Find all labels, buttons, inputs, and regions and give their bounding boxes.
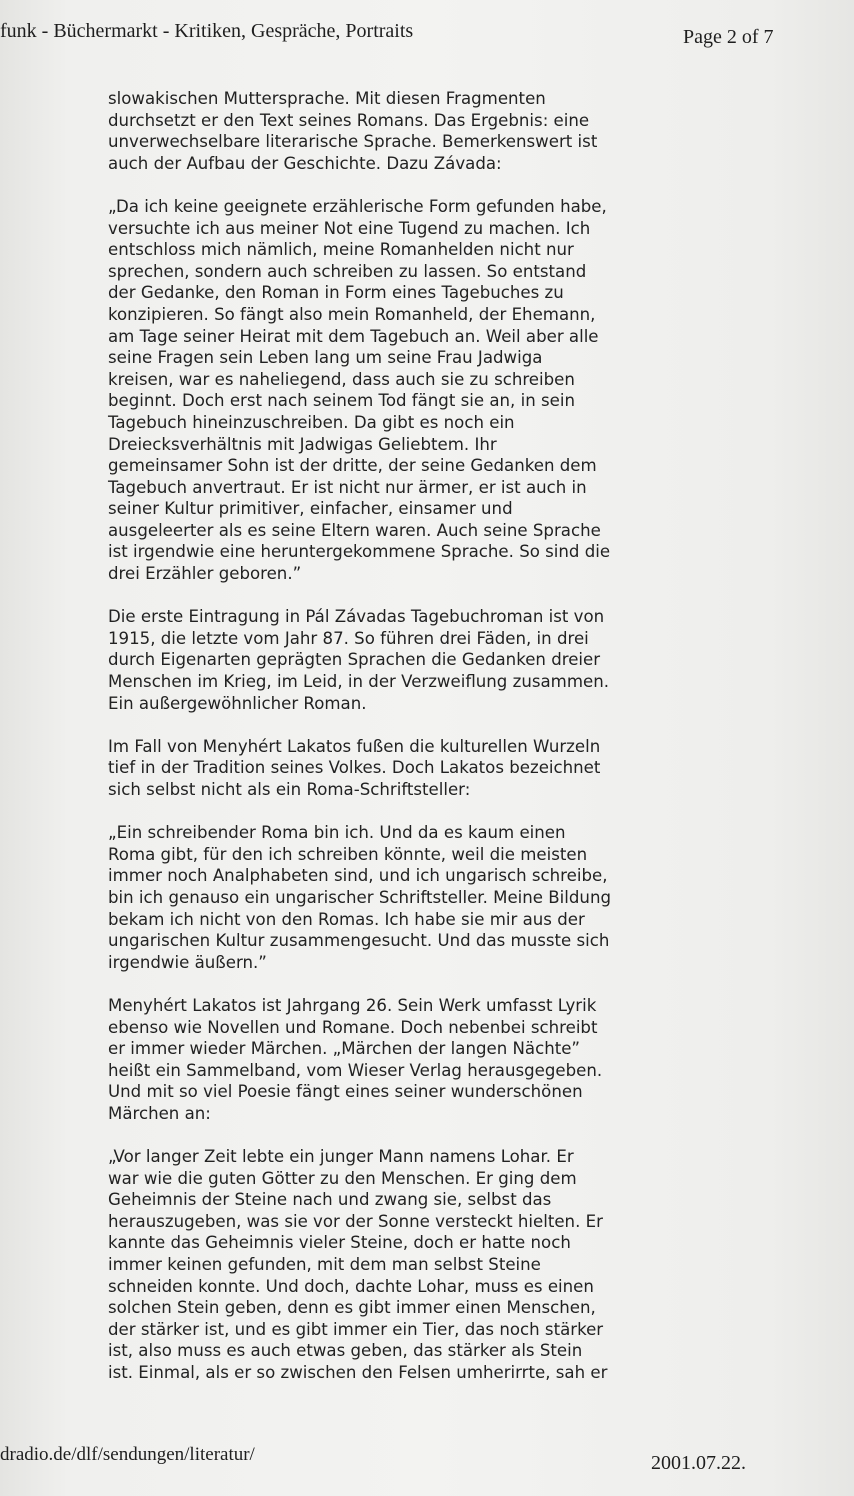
text-line: Roma gibt, für den ich schreiben könnte, weil die meisten <box>108 844 588 864</box>
text-line: durchsetzt er den Text seines Romans. Das Ergebnis: eine <box>108 110 590 130</box>
paragraph <box>108 822 668 973</box>
text-line: gemeinsamer Sohn ist der dritte, der seine Gedanken dem <box>108 456 597 476</box>
text-line: Dreiecksverhältnis mit Jadwigas Geliebtem. Ihr <box>108 434 497 454</box>
text-line: konzipieren. So fängt also mein Romanheld, der Ehemann, <box>108 304 596 324</box>
text-line: sich selbst nicht als ein Roma-Schriftsteller: <box>108 780 471 799</box>
text-line: Geheimnis der Steine nach und zwang sie, selbst das <box>108 1190 552 1210</box>
text-line: seine Fragen sein Leben lang um seine Frau Jadwiga <box>108 348 543 368</box>
text-line: „Ein schreibender Roma bin ich. Und da es kaum einen <box>108 823 566 843</box>
text-line: immer noch Analphabeten sind, und ich ungarisch schreibe, <box>108 866 608 886</box>
text-line: herauszugeben, was sie vor der Sonne versteckt hielten. Er <box>108 1211 603 1231</box>
footer-date: 2001.07.22. <box>651 1452 746 1474</box>
paragraph <box>108 995 668 1125</box>
text-line: ist irgendwie eine heruntergekommene Sprache. So sind die <box>108 542 611 562</box>
text-line: heißt ein Sammelband, vom Wieser Verlag herausgegeben. <box>108 1060 603 1080</box>
footer-url: dradio.de/dlf/sendungen/literatur/ <box>0 1444 255 1465</box>
text-line: am Tage seiner Heirat mit dem Tagebuch an. Weil aber alle <box>108 326 599 346</box>
text-line: schneiden konnte. Und doch, dachte Lohar, muss es einen <box>108 1276 594 1296</box>
text-line: versuchte ich aus meiner Not eine Tugend zu machen. Ich <box>108 218 591 238</box>
text-line: der Gedanke, den Roman in Form eines Tagebuches zu <box>108 283 564 303</box>
text-line: tief in der Tradition seines Volkes. Doch Lakatos bezeichnet <box>108 758 601 778</box>
paragraph <box>108 1146 668 1384</box>
text-line: kannte das Geheimnis vieler Steine, doch er hatte noch <box>108 1233 571 1253</box>
text-line: „Da ich keine geeignete erzählerische Form gefunden habe, <box>108 196 607 216</box>
text-line: solchen Stein geben, denn es gibt immer einen Menschen, <box>108 1298 596 1318</box>
text-line: auch der Aufbau der Geschichte. Dazu Závada: <box>108 153 502 173</box>
text-line: Menschen im Krieg, im Leid, in der Verzweiflung zusammen. <box>108 672 609 692</box>
text-line: unverwechselbare literarische Sprache. Bemerkenswert ist <box>108 132 598 152</box>
page-number: Page 2 of 7 <box>683 26 774 48</box>
header-title: funk - Büchermarkt - Kritiken, Gespräche, Portraits <box>0 20 414 42</box>
paragraph <box>108 196 668 585</box>
text-line: er immer wieder Märchen. „Märchen der langen Nächte” <box>108 1039 581 1059</box>
text-line: durch Eigenarten geprägten Sprachen die Gedanken dreier <box>108 650 601 670</box>
text-line: ungarischen Kultur zusammengesucht. Und das musste sich <box>108 931 610 951</box>
text-line: Tagebuch anvertraut. Er ist nicht nur ärmer, er ist auch in <box>108 477 587 497</box>
text-line: drei Erzähler geboren.” <box>108 564 302 584</box>
text-line: ist. Einmal, als er so zwischen den Felsen umherirrte, sah er <box>108 1363 608 1383</box>
text-line: war wie die guten Götter zu den Menschen. Er ging dem <box>108 1168 577 1188</box>
text-line: ausgeleerter als es seine Eltern waren. Auch seine Sprache <box>108 520 601 540</box>
text-line: slowakischen Muttersprache. Mit diesen Fragmenten <box>108 89 546 108</box>
paragraph <box>108 736 668 801</box>
text-line: beginnt. Doch erst nach seinem Tod fängt sie an, in sein <box>108 391 575 411</box>
text-line: bekam ich nicht von den Romas. Ich habe sie mir aus der <box>108 909 585 929</box>
text-line: ist, also muss es auch etwas geben, das stärker als Stein <box>108 1341 583 1361</box>
text-line: Im Fall von Menyhért Lakatos fußen die kulturellen Wurzeln <box>108 736 601 756</box>
text-line: entschloss mich nämlich, meine Romanhelden nicht nur <box>108 240 574 260</box>
text-line: seiner Kultur primitiver, einfacher, einsamer und <box>108 499 513 519</box>
text-line: Menyhért Lakatos ist Jahrgang 26. Sein Werk umfasst Lyrik <box>108 995 597 1015</box>
text-line: immer keinen gefunden, mit dem man selbst Steine <box>108 1255 541 1275</box>
text-line: irgendwie äußern.” <box>108 952 267 972</box>
text-line: der stärker ist, und es gibt immer ein Tier, das noch stärker <box>108 1319 604 1339</box>
text-line: Und mit so viel Poesie fängt eines seiner wunderschönen <box>108 1082 583 1102</box>
text-line: sprechen, sondern auch schreiben zu lassen. So entstand <box>108 261 587 281</box>
article-body <box>108 88 668 1405</box>
text-line: Die erste Eintragung in Pál Závadas Tagebuchroman ist von <box>108 607 605 627</box>
text-line: Tagebuch hineinzuschreiben. Da gibt es noch ein <box>108 412 515 432</box>
text-line: 1915, die letzte vom Jahr 87. So führen drei Fäden, in drei <box>108 628 589 648</box>
text-line: ebenso wie Novellen und Romane. Doch nebenbei schreibt <box>108 1017 598 1037</box>
text-line: „Vor langer Zeit lebte ein junger Mann namens Lohar. Er <box>108 1147 574 1167</box>
paragraph <box>108 88 668 174</box>
text-line: kreisen, war es naheliegend, dass auch sie zu schreiben <box>108 369 575 389</box>
text-line: bin ich genauso ein ungarischer Schriftsteller. Meine Bildung <box>108 887 611 907</box>
paragraph <box>108 606 668 714</box>
text-line: Märchen an: <box>108 1103 211 1123</box>
text-line: Ein außergewöhnlicher Roman. <box>108 693 367 713</box>
